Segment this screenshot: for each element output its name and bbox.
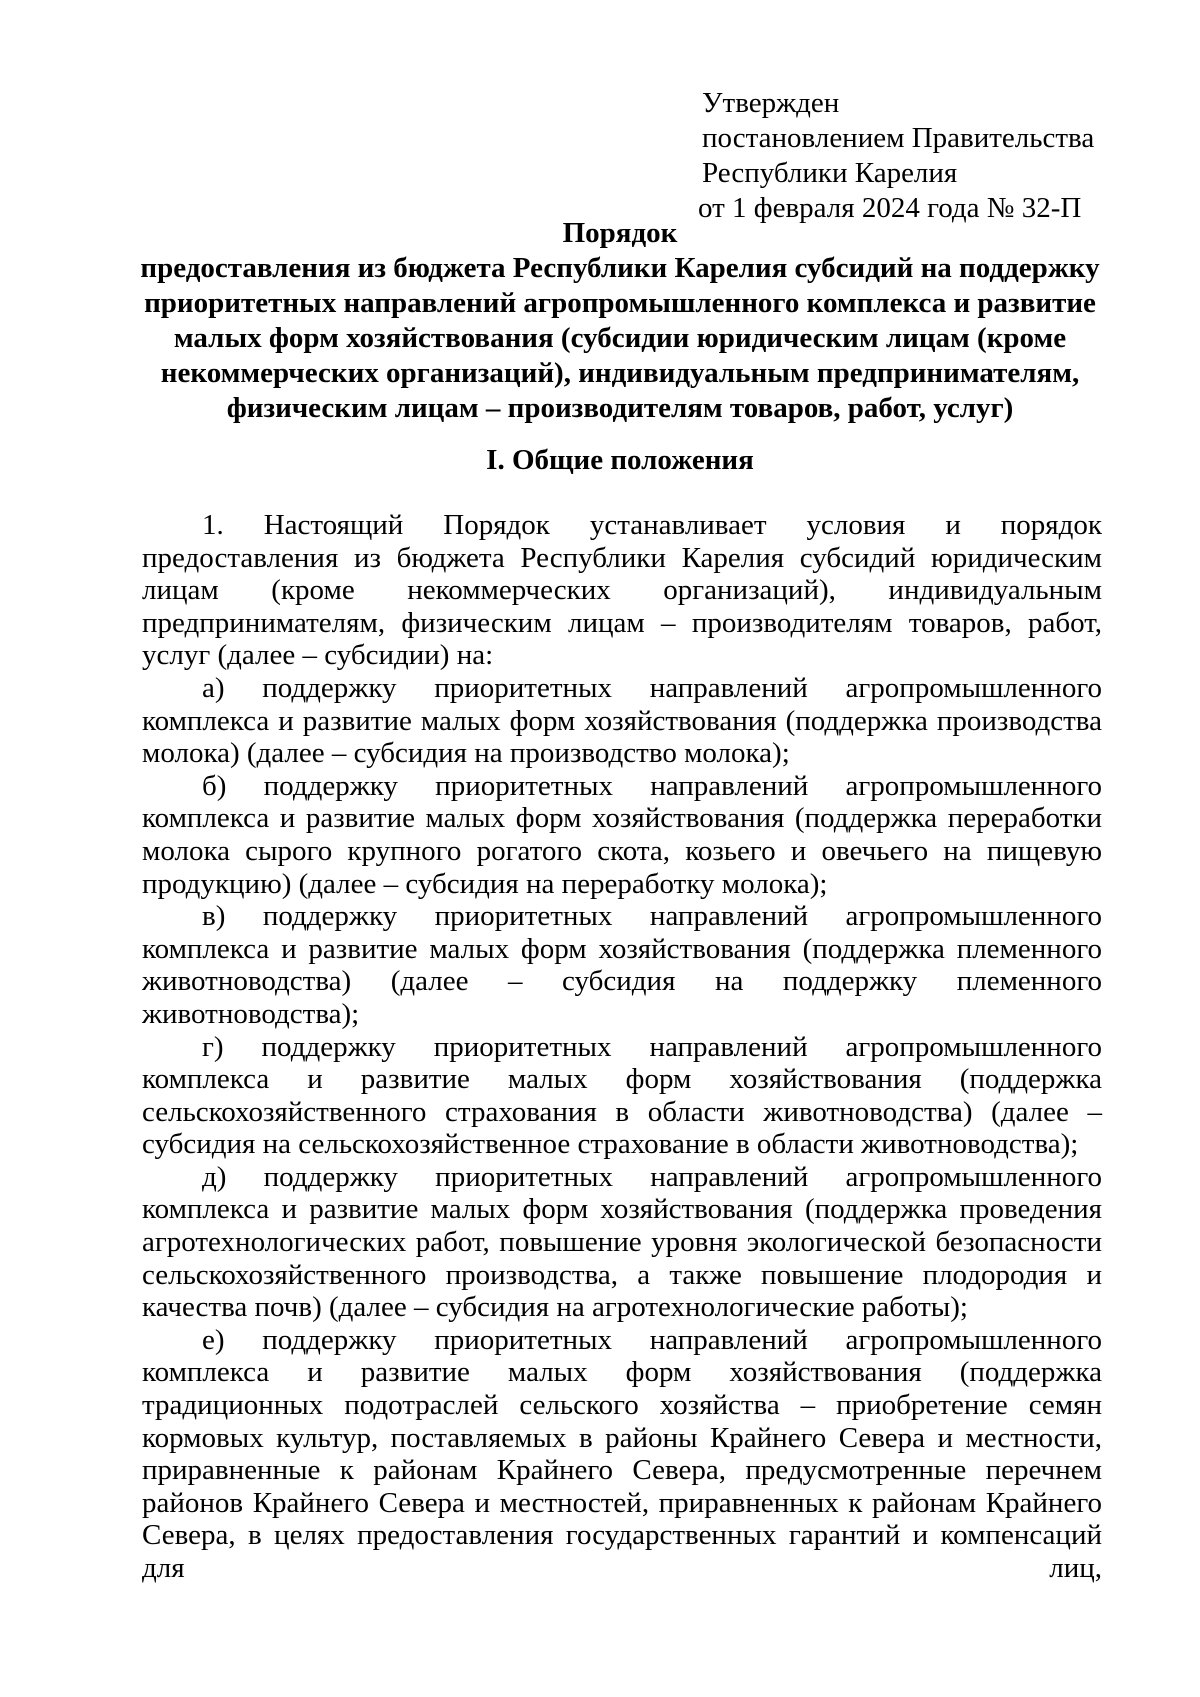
approval-line: Утвержден [702,87,840,119]
approval-line: Республики Карелия [702,157,958,189]
title-line: малых форм хозяйствования (субсидии юридическим лицам (кроме [173,322,1067,354]
title-line: предоставления из бюджета Республики Карелия субсидий на поддержку [140,252,1100,284]
subparagraph-e: е) поддержку приоритетных направлений агропромышленного комплекса и развитие малых форм хозяйствования (поддержка традиционных подотраслей сельского хозяйства – приобретение семян кормовых культур, поставляемых в районы Крайнего Севера и местности, приравненные к районам Крайнего Севера, предусмотренные перечнем районов Крайнего Севера и местностей, приравненных к районам Крайнего Севера, в целях предоставления государственных гарантий и компенсаций для лиц, [142,1323,1102,1584]
title-line: Порядок [562,217,678,249]
title-line: некоммерческих организаций), индивидуальным предпринимателям, [160,357,1080,389]
subparagraph-g: г) поддержку приоритетных направлений агропромышленного комплекса и развитие малых форм хозяйствования (поддержка сельскохозяйственного страхования в области животноводства) (далее – субсидия на сельскохозяйственное страхование в области животноводства); [142,1030,1102,1161]
section-heading: I. Общие положения [486,444,754,476]
document-title [140,216,1100,426]
subparagraph-b: б) поддержку приоритетных направлений агропромышленного комплекса и развитие малых форм хозяйствования (поддержка переработки молока сырого крупного рогатого скота, козьего и овечьего на пищевую продукцию) (далее – субсидия на переработку молока); [142,769,1102,900]
paragraph-1: 1. Настоящий Порядок устанавливает условия и порядок предоставления из бюджета Республики Карелия субсидий юридическим лицам (кроме некоммерческих организаций), индивидуальным предпринимателям, физическим лицам – производителям товаров, работ, услуг (далее – субсидии) на: [142,509,1102,672]
title-line: физическим лицам – производителям товаров, работ, услуг) [226,392,1014,424]
approval-line: постановлением Правительства [702,122,1095,154]
document-body [142,509,1102,1585]
subparagraph-a: а) поддержку приоритетных направлений агропромышленного комплекса и развитие малых форм хозяйствования (поддержка производства молока) (далее – субсидия на производство молока); [142,671,1102,770]
subparagraph-v: в) поддержку приоритетных направлений агропромышленного комплекса и развитие малых форм хозяйствования (поддержка племенного животноводства) (далее – субсидия на поддержку племенного животноводства); [142,900,1102,1030]
title-line: приоритетных направлений агропромышленного комплекса и развитие [144,287,1096,319]
approval-stamp [698,86,1095,226]
approval-date-line: от 1 февраля 2024 года № 32-П [698,192,1082,224]
subparagraph-d: д) поддержку приоритетных направлений агропромышленного комплекса и развитие малых форм хозяйствования (поддержка проведения агротехнологических работ, повышение уровня экологической безопасности сельскохозяйственного производства, а также повышение плодородия и качества почв) (далее – субсидия на агротехнологические работы); [142,1160,1102,1324]
